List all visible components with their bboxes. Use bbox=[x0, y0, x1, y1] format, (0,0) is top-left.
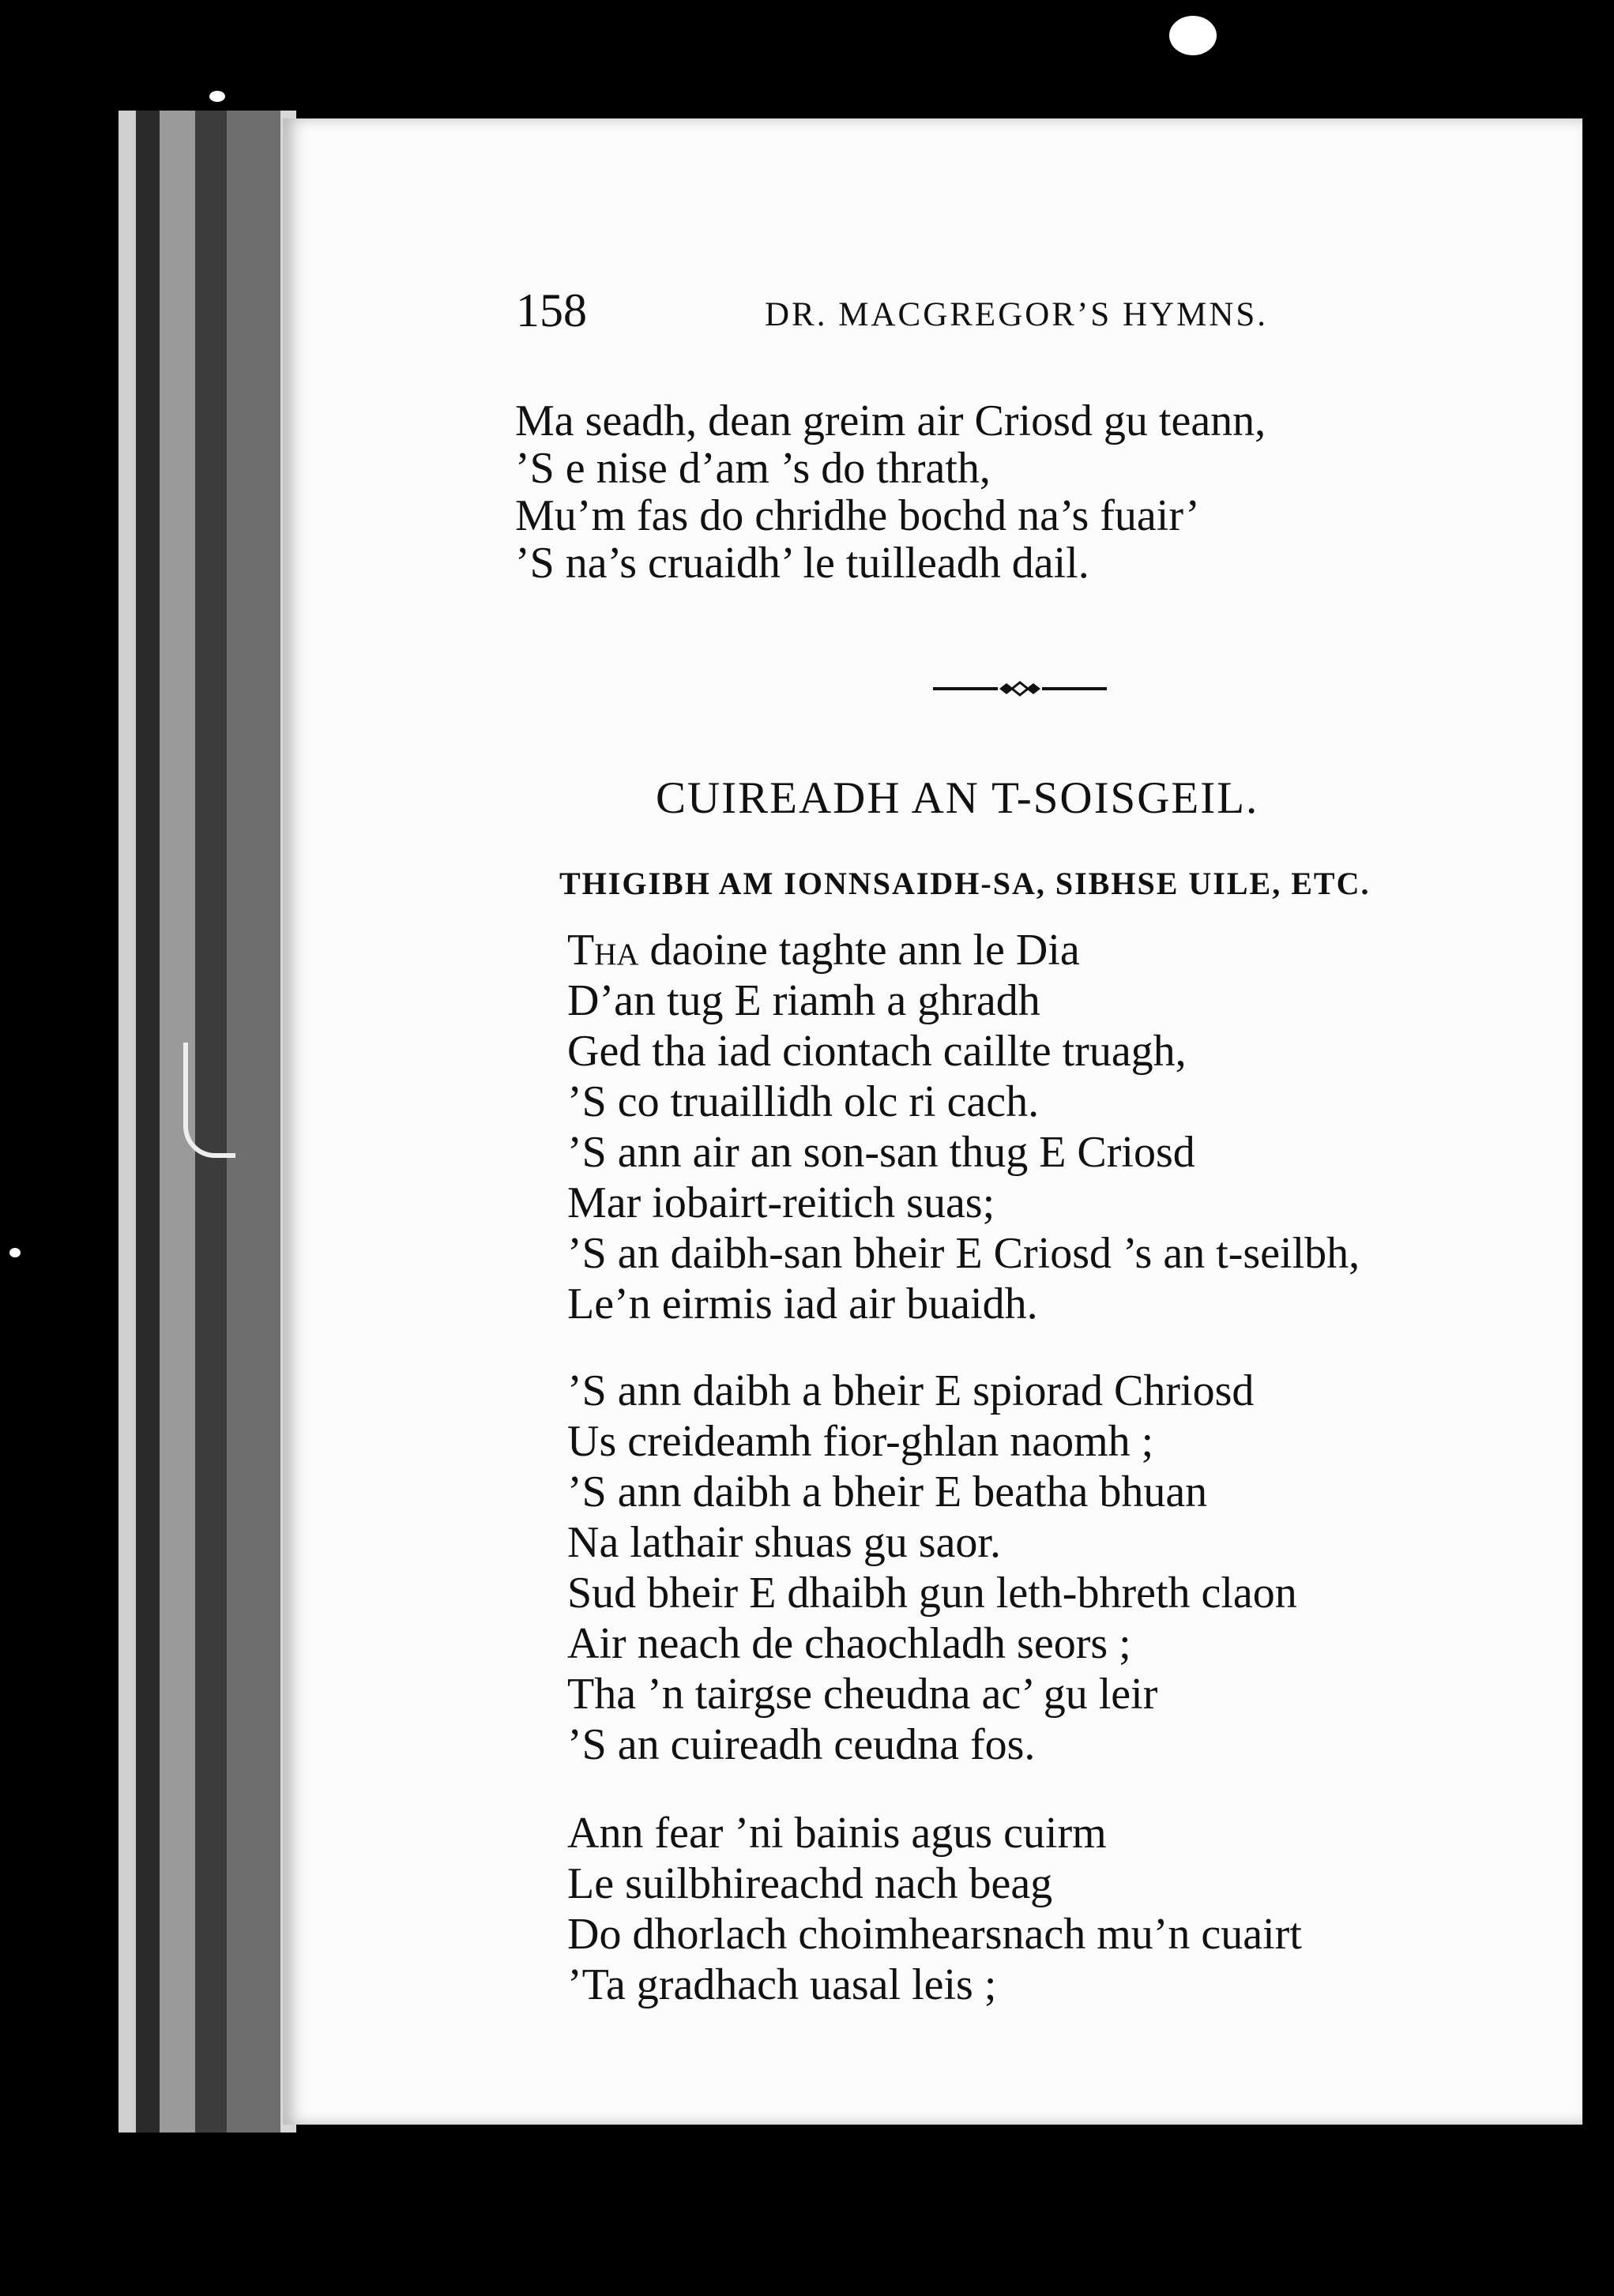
verse-line: ’S co truaillidh olc ri cach. bbox=[567, 1077, 1040, 1126]
page-number: 158 bbox=[516, 284, 587, 336]
verse-line: Mu’m fas do chridhe bochd na’s fuair’ bbox=[515, 491, 1200, 540]
film-scratch bbox=[183, 1043, 235, 1158]
book-edge bbox=[136, 111, 160, 2133]
book-edge bbox=[119, 111, 136, 2133]
verse-line: Do dhorlach choimhearsnach mu’n cuairt bbox=[567, 1910, 1302, 1959]
verse-line: Le suilbhireachd nach beag bbox=[567, 1859, 1053, 1908]
verse-line: ’S e nise d’am ’s do thrath, bbox=[515, 444, 991, 493]
verse-line: Na lathair shuas gu saor. bbox=[567, 1518, 1001, 1567]
initial-word: Tha bbox=[567, 926, 639, 975]
verse-line: D’an tug E riamh a ghradh bbox=[567, 976, 1040, 1025]
verse-line: ’S an daibh-san bheir E Criosd ’s an t-seilbh, bbox=[567, 1229, 1360, 1278]
film-speck bbox=[209, 91, 225, 102]
verse-line: ’S ann daibh a bheir E spiorad Chriosd bbox=[567, 1366, 1255, 1415]
verse-line: Air neach de chaochladh seors ; bbox=[567, 1619, 1131, 1668]
hymn-title: CUIREADH AN T-SOISGEIL. bbox=[656, 773, 1259, 823]
verse-line: Sud bheir E dhaibh gun leth-bhreth claon bbox=[567, 1569, 1297, 1618]
verse-line: Mar iobairt-reitich suas; bbox=[567, 1178, 995, 1227]
verse-line: ’S an cuireadh ceudna fos. bbox=[567, 1720, 1036, 1769]
verse-line: ’Ta gradhach uasal leis ; bbox=[567, 1960, 997, 2009]
verse-line: ’S ann air an son-san thug E Criosd bbox=[567, 1128, 1195, 1177]
verse-line: Ann fear ’ni bainis agus cuirm bbox=[567, 1809, 1107, 1858]
running-title: DR. MACGREGOR’S HYMNS. bbox=[765, 296, 1269, 333]
verse-line: Tha ’n tairgse cheudna ac’ gu leir bbox=[567, 1670, 1158, 1719]
ornamental-divider bbox=[933, 678, 1107, 700]
hymn-subtitle: THIGIBH AM IONNSAIDH-SA, SIBHSE UILE, ETC. bbox=[559, 866, 1371, 901]
film-speck bbox=[9, 1248, 21, 1257]
verse-line: Ged tha iad ciontach caillte truagh, bbox=[567, 1027, 1187, 1076]
verse-line: Ma seadh, dean greim air Criosd gu teann, bbox=[515, 396, 1266, 445]
verse-line: ’S ann daibh a bheir E beatha bhuan bbox=[567, 1467, 1208, 1516]
verse-line: ’S na’s cruaidh’ le tuilleadh dail. bbox=[515, 539, 1089, 588]
verse-line: Us creideamh fior-ghlan naomh ; bbox=[567, 1417, 1154, 1466]
film-speck bbox=[1169, 16, 1217, 55]
verse-line: Le’n eirmis iad air buaidh. bbox=[567, 1280, 1038, 1328]
verse-line: Tha daoine taghte ann le Dia bbox=[567, 926, 1080, 975]
